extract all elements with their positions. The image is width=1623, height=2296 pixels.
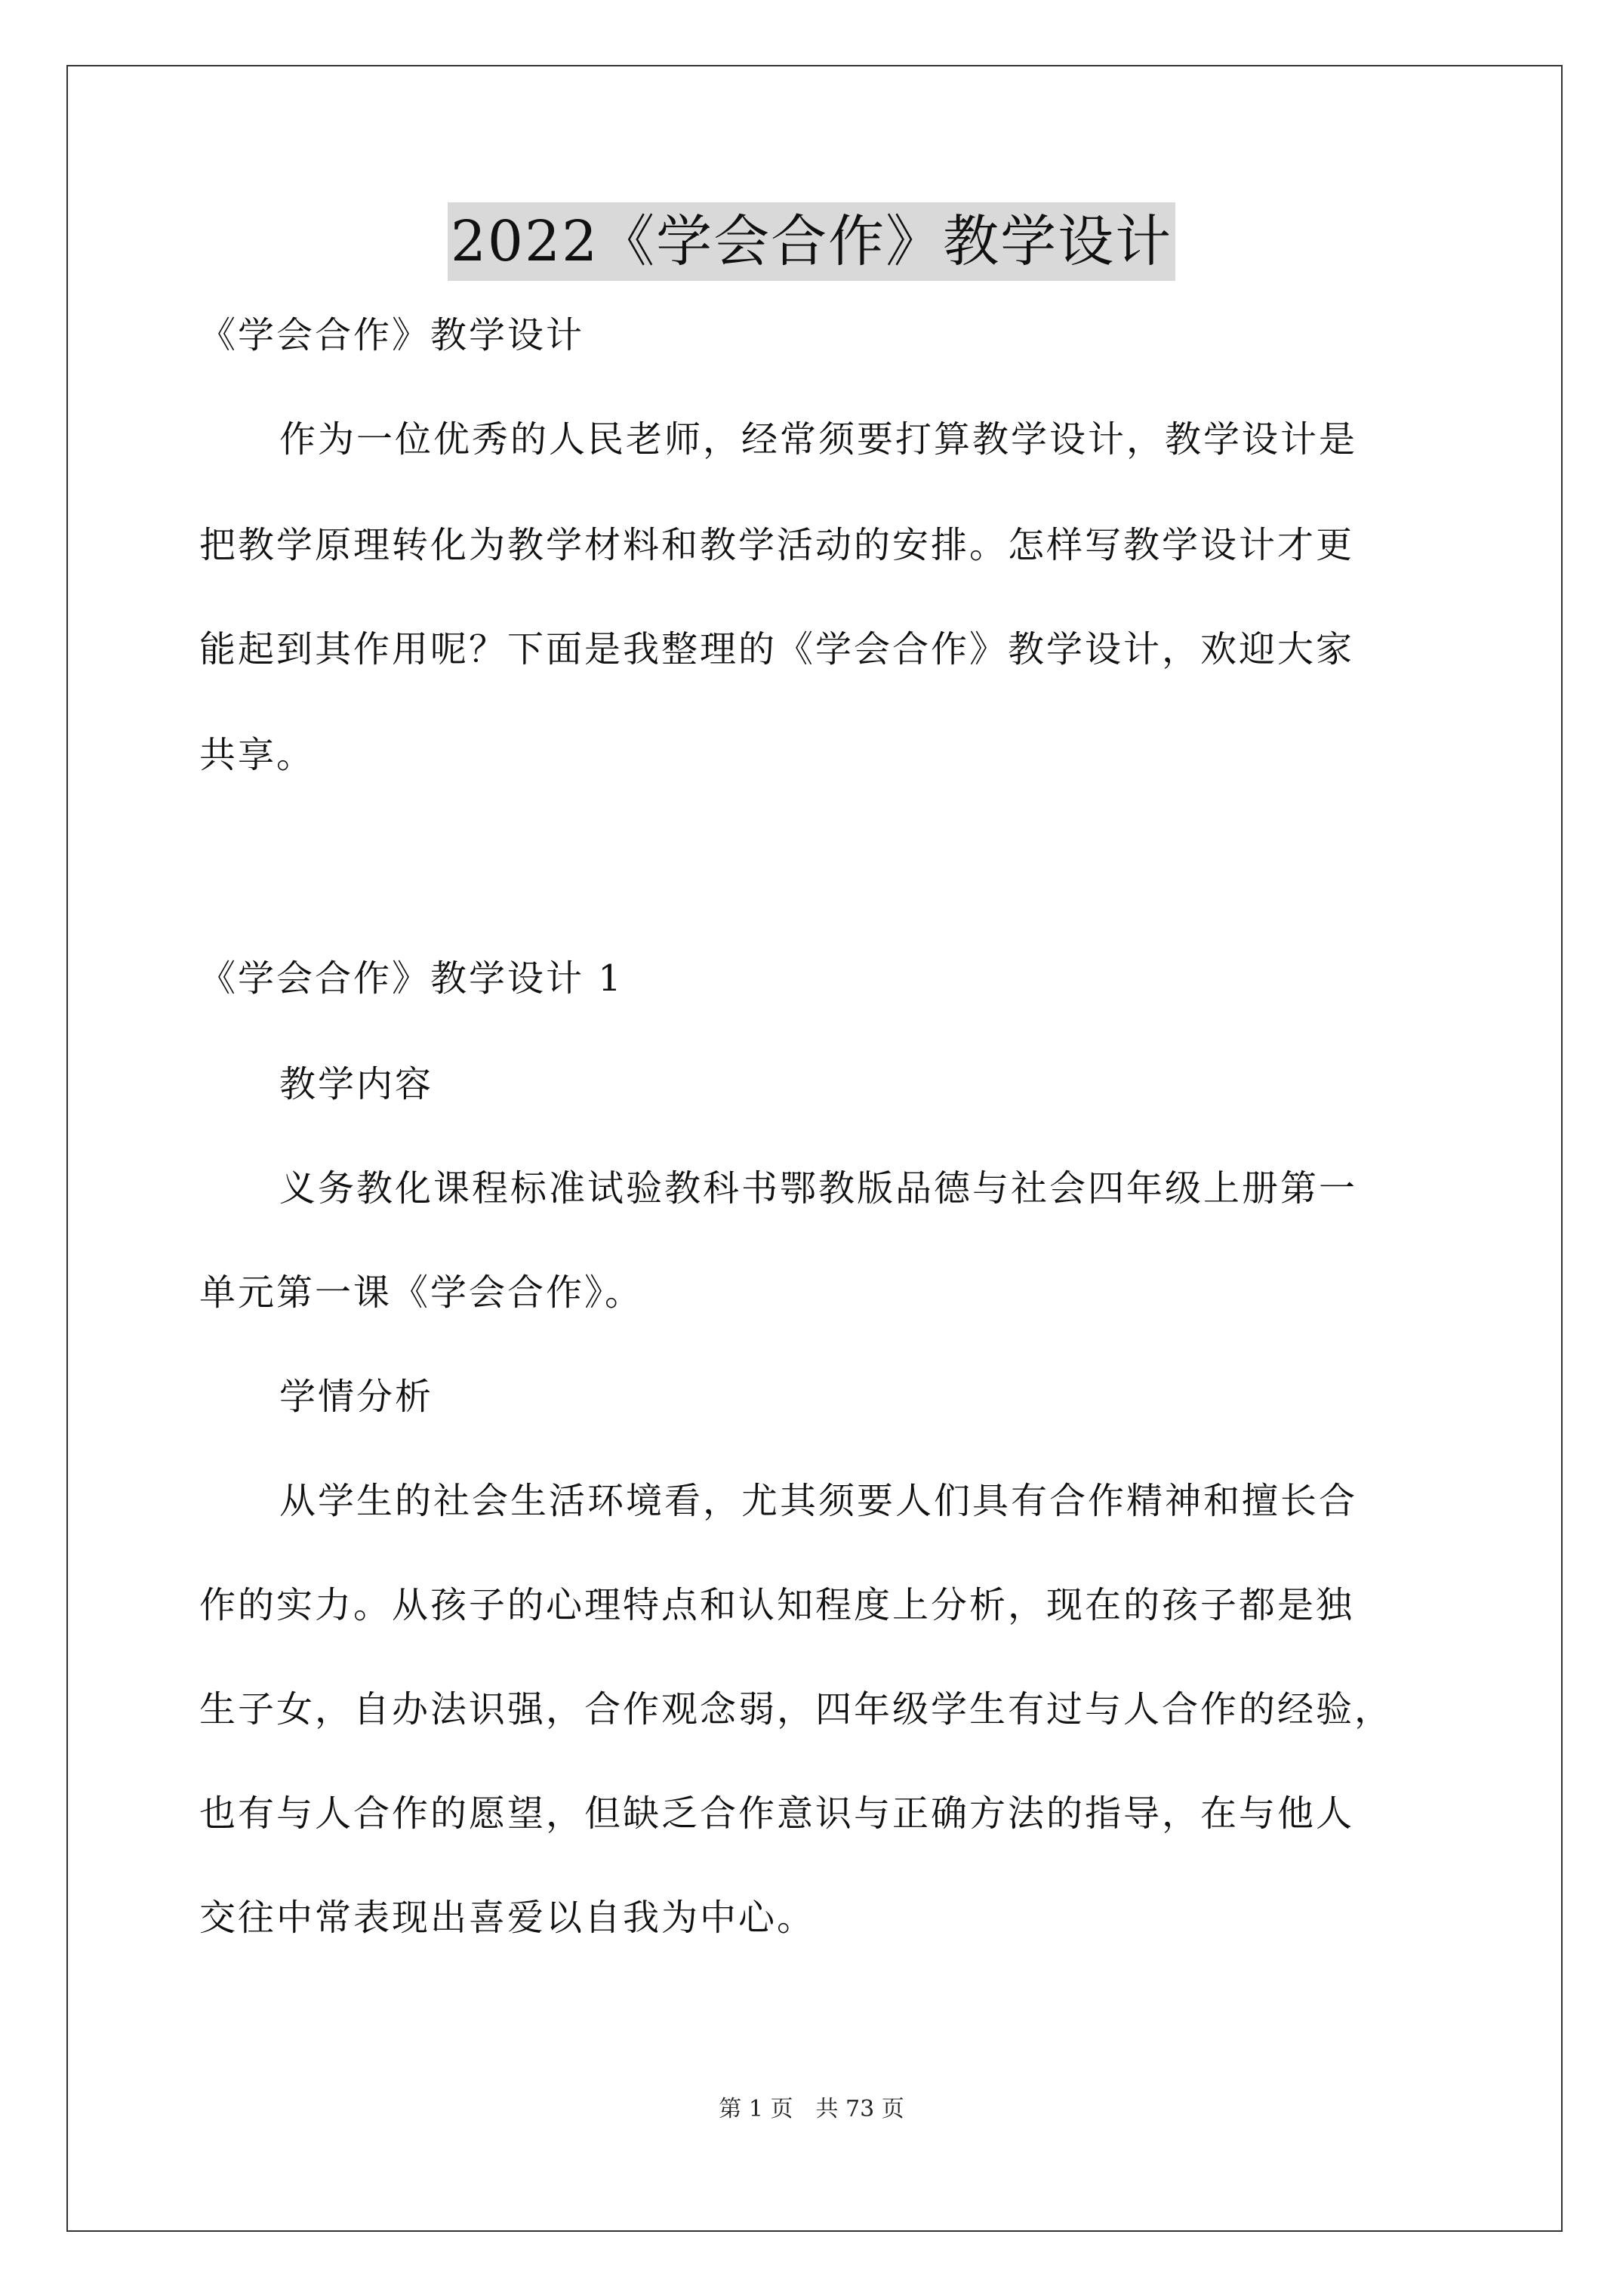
page-number-footer: 第 1 页 共 73 页: [719, 2096, 904, 2122]
paragraph-line: 义务教化课程标准试验教科书鄂教版品德与社会四年级上册第一: [279, 1167, 1358, 1210]
paragraph-line: 单元第一课《学会合作》。: [199, 1271, 644, 1314]
paragraph-line: 生子女，自办法识强，合作观念弱，四年级学生有过与人合作的经验，: [199, 1688, 1394, 1730]
paragraph-line: 能起到其作用呢？下面是我整理的《学会合作》教学设计，欢迎大家: [199, 628, 1355, 670]
paragraph-line: 交往中常表现出喜爱以自我为中心。: [199, 1897, 816, 1939]
title-container: [0, 202, 1623, 281]
paragraph-line: 共享。: [199, 734, 316, 776]
subtitle-line: 《学会合作》教学设计: [199, 314, 585, 356]
paragraph-line: 作的实力。从孩子的心理特点和认知程度上分析，现在的孩子都是独: [199, 1584, 1355, 1626]
document-title: 2022《学会合作》教学设计: [448, 202, 1175, 281]
paragraph-line: 也有与人合作的愿望，但缺乏合作意识与正确方法的指导，在与他人: [199, 1792, 1355, 1835]
section-heading: 《学会合作》教学设计 1: [199, 957, 624, 1000]
paragraph-line: 把教学原理转化为教学材料和教学活动的安排。怎样写教学设计才更: [199, 524, 1355, 566]
paragraph-line: 作为一位优秀的人民老师，经常须要打算教学设计，教学设计是: [279, 418, 1358, 461]
subsection-heading: 学情分析: [279, 1376, 434, 1418]
paragraph-line: 从学生的社会生活环境看，尤其须要人们具有合作精神和擅长合: [279, 1480, 1358, 1522]
subsection-heading: 教学内容: [279, 1063, 434, 1105]
